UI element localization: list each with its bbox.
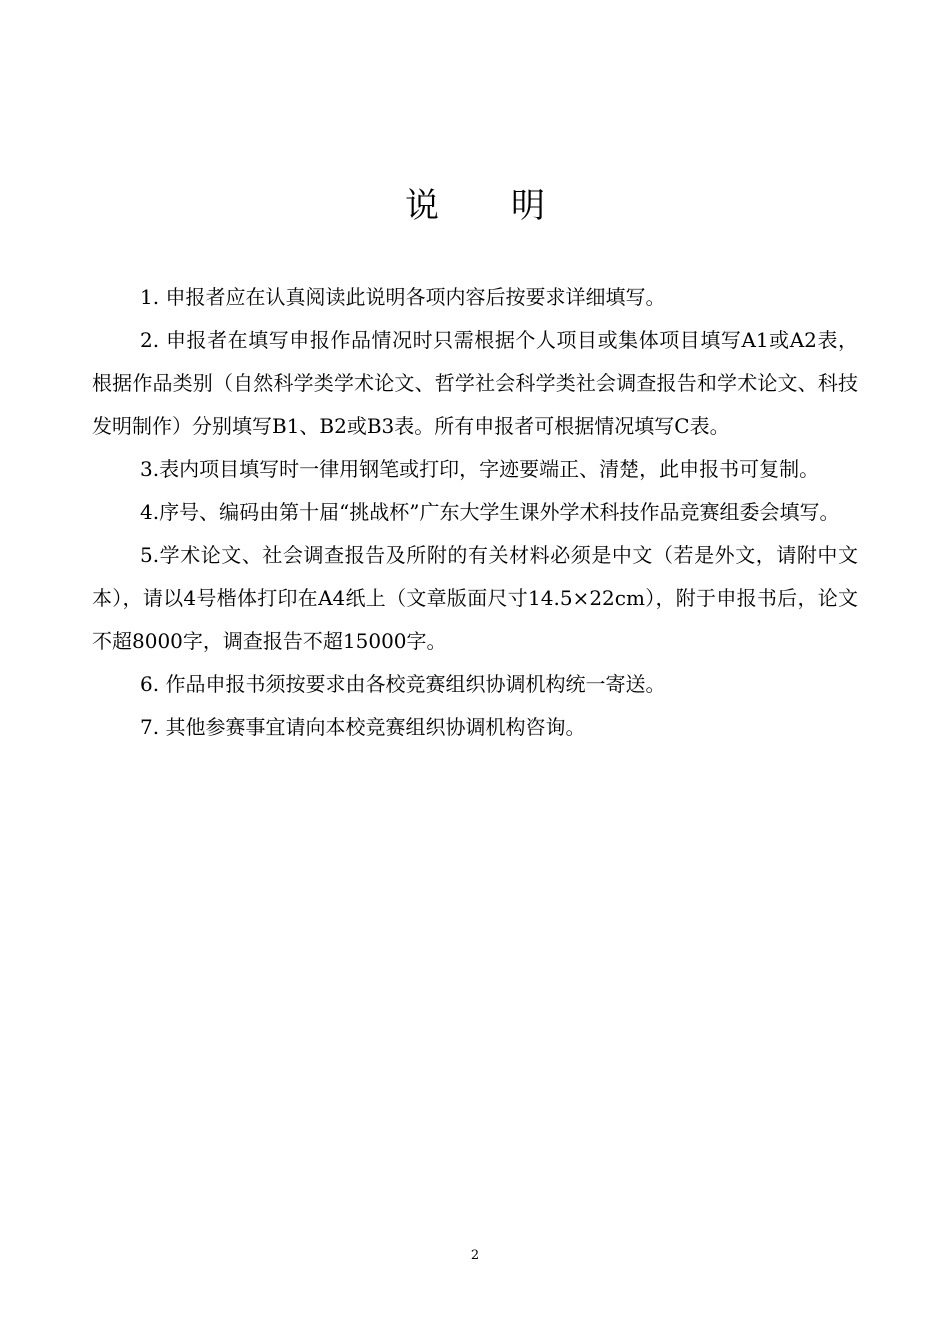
instruction-paragraph-1: 1. 申报者应在认真阅读此说明各项内容后按要求详细填写。 (140, 285, 666, 309)
instruction-paragraph-4: 4.序号、编码由第十届“挑战杯”广东大学生课外学术科技作品竞赛组委会填写。 (140, 500, 840, 524)
instructions-body (92, 276, 858, 749)
page-number: 2 (470, 1248, 480, 1263)
instruction-paragraph-5: 5.学术论文、社会调查报告及所附的有关材料必须是中文（若是外文，请附中文本），请以4号楷体打印在A4纸上（文章版面尺寸14.5×22cm），附于申报书后，论文不超8000字，调查报告不超15000字。 (92, 543, 858, 653)
title-char-2: 明 (511, 186, 545, 226)
instruction-paragraph-3: 3.表内项目填写时一律用钢笔或打印，字迹要端正、清楚，此申报书可复制。 (140, 457, 820, 481)
instruction-paragraph-6: 6. 作品申报书须按要求由各校竞赛组织协调机构统一寄送。 (140, 672, 666, 696)
instruction-paragraph-7: 7. 其他参赛事宜请向本校竞赛组织协调机构咨询。 (140, 715, 586, 739)
page-title (0, 182, 950, 230)
instruction-paragraph-2: 2. 申报者在填写申报作品情况时只需根据个人项目或集体项目填写A1或A2表，根据作品类别（自然科学类学术论文、哲学社会科学类社会调查报告和学术论文、科技发明制作）分别填写B1、B2或B3表。所有申报者可根据情况填写C表。 (92, 328, 858, 438)
title-char-1: 说 (405, 186, 439, 226)
